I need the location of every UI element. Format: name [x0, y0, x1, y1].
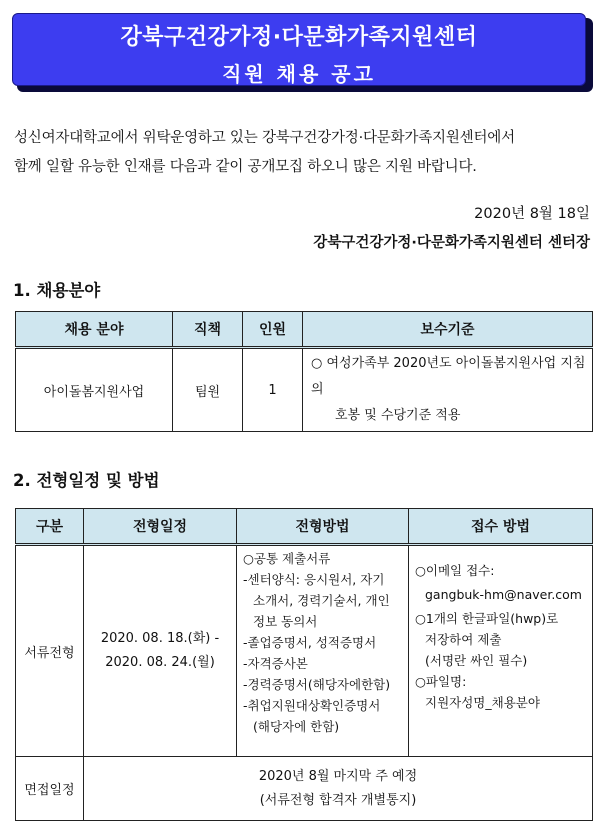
interview-line-2: (서류전형 합격자 개별통지): [259, 792, 417, 808]
interview-cell: [84, 757, 593, 821]
pay-line-2: 호봉 및 수당기준 적용: [335, 408, 461, 423]
method-line: -취업지원대상확인증명서: [243, 698, 381, 713]
receipt-line: 지원자성명_채용분야: [425, 695, 540, 710]
receipt-line: ○1개의 한글파일(hwp)로: [415, 611, 559, 626]
interview-row: [16, 757, 593, 821]
receipt-cell: [409, 545, 593, 757]
recruitment-table: [15, 311, 593, 432]
schedule-line-2: 2020. 08. 24.(월): [105, 655, 215, 670]
position-cell: 팀원: [173, 348, 243, 432]
method-line: ○공통 제출서류: [243, 551, 331, 566]
intro-paragraph: [14, 124, 598, 182]
receipt-line: ○이메일 접수:: [415, 563, 495, 578]
header-category: 구분: [16, 509, 84, 545]
schedule-header-row: [16, 509, 593, 545]
method-line: -센터양식: 응시원서, 자기: [243, 572, 385, 587]
notice-signer: 강북구건강가정·다문화가족지원센터 센터장: [313, 235, 590, 251]
pay-line-1: ○ 여성가족부 2020년도 아이돌봄지원사업 지침의: [311, 356, 586, 397]
header-schedule: 전형일정: [84, 509, 237, 545]
method-line: -졸업증명서, 성적증명서: [243, 635, 377, 650]
receipt-line: ○파일명:: [415, 674, 467, 689]
schedule-line-1: 2020. 08. 18.(화) -: [100, 631, 220, 646]
method-line: 정보 동의서: [253, 614, 318, 629]
header-receipt: 접수 방법: [409, 509, 593, 545]
recruitment-row: [16, 348, 593, 432]
section-1-title: 1. 채용분야: [13, 281, 101, 300]
receipt-line: 저장하여 제출: [425, 632, 502, 647]
method-line: -경력증명서(해당자에한함): [243, 677, 391, 692]
header-field: 채용 분야: [16, 312, 173, 348]
intro-line-1: 성신여자대학교에서 위탁운영하고 있는 강북구건강가정·다문화가족지원센터에서: [14, 130, 515, 146]
method-line: -자격증사본: [243, 656, 308, 671]
header-pay: 보수기준: [303, 312, 593, 348]
notice-date: 2020년 8월 18일: [474, 206, 590, 222]
count-cell: 1: [243, 348, 303, 432]
field-cell: 아이돌봄지원사업: [16, 348, 173, 432]
document-screening-label: 서류전형: [16, 545, 84, 757]
header-method: 전형방법: [237, 509, 409, 545]
receipt-email: gangbuk-hm@naver.com: [425, 587, 582, 602]
receipt-line: (서명란 싸인 필수): [425, 653, 528, 668]
interview-label: 면접일정: [16, 757, 84, 821]
pay-cell: [303, 348, 593, 432]
page-title: 강북구건강가정·다문화가족지원센터: [120, 25, 478, 50]
interview-line-1: 2020년 8월 마지막 주 예정: [258, 768, 418, 784]
method-line: 소개서, 경력기술서, 개인: [253, 593, 390, 608]
method-line: (해당자에 한함): [253, 719, 340, 734]
header-count: 인원: [243, 312, 303, 348]
title-banner: [12, 13, 586, 86]
header-position: 직책: [173, 312, 243, 348]
page-subtitle: 직원 채용 공고: [222, 62, 376, 86]
method-cell: [237, 545, 409, 757]
section-2-title: 2. 전형일정 및 방법: [13, 471, 160, 490]
intro-line-2: 함께 일할 유능한 인재를 다음과 같이 공개모집 하오니 많은 지원 바랍니다.: [14, 159, 477, 175]
schedule-table: [15, 508, 593, 821]
document-schedule-cell: [84, 545, 237, 757]
document-screening-row: [16, 545, 593, 757]
recruitment-header-row: [16, 312, 593, 348]
